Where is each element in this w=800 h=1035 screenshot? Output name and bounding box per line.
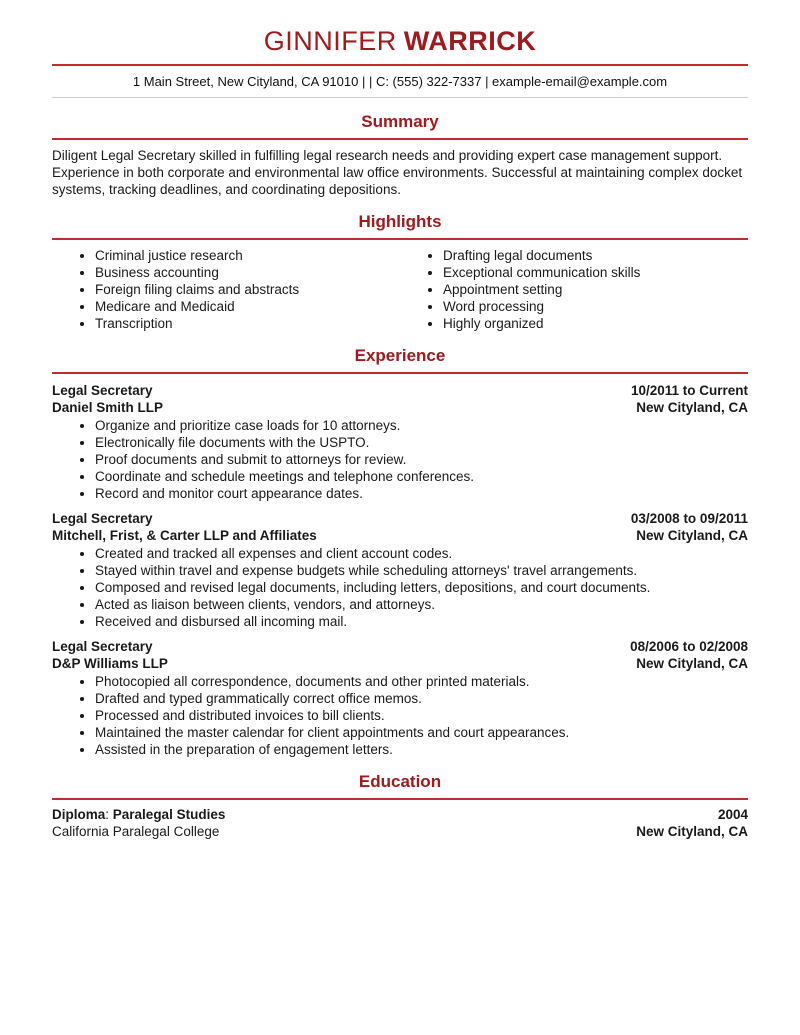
education-right (636, 806, 748, 840)
highlight-item: • Business accounting (95, 264, 400, 281)
education-section (52, 772, 748, 840)
job-title: Legal Secretary (52, 639, 153, 654)
job-dates: 08/2006 to 02/2008 (630, 639, 748, 654)
job-bullet: • Composed and revised legal documents, including letters, depositions, and court documents. (95, 579, 748, 596)
contact-line: 1 Main Street, New Cityland, CA 91010 | | C: (555) 322-7337 | example-email@example.com (132, 74, 668, 89)
job-company-row (52, 527, 748, 544)
highlights-rule (52, 238, 748, 240)
highlight-item: • Drafting legal documents (443, 247, 748, 264)
job-company-row (52, 655, 748, 672)
job-bullet: • Stayed within travel and expense budgets while scheduling attorneys' travel arrangements. (95, 562, 748, 579)
highlight-item: • Transcription (95, 315, 400, 332)
job-entry (52, 638, 748, 758)
job-bullet-list (52, 545, 748, 630)
experience-rule (52, 372, 748, 374)
experience-section (52, 346, 748, 758)
job-title-row (52, 638, 748, 655)
education-location: New Cityland, CA (636, 824, 748, 839)
job-bullet: • Created and tracked all expenses and client account codes. (95, 545, 748, 562)
job-entry (52, 382, 748, 502)
job-dates: 03/2008 to 09/2011 (630, 511, 748, 526)
job-bullet-list (52, 673, 748, 758)
job-bullet: • Received and disbursed all incoming mail. (95, 613, 748, 630)
job-title-row (52, 510, 748, 527)
job-bullet: • Processed and distributed invoices to bill clients. (95, 707, 748, 724)
job-bullet: • Coordinate and schedule meetings and telephone conferences. (95, 468, 748, 485)
highlight-item: • Appointment setting (443, 281, 748, 298)
degree-name: Paralegal Studies (112, 807, 226, 822)
candidate-first-name: GINNIFER (263, 26, 397, 56)
experience-title: Experience (354, 346, 446, 365)
job-title-row (52, 382, 748, 399)
highlights-right-list (400, 247, 748, 332)
summary-rule (52, 138, 748, 140)
highlight-item: • Word processing (443, 298, 748, 315)
education-degree (52, 806, 225, 823)
job-title: Legal Secretary (52, 383, 153, 398)
education-entry (52, 806, 748, 840)
highlights-columns (52, 247, 748, 332)
job-bullet-list (52, 417, 748, 502)
resume-header (52, 24, 748, 98)
job-bullet: • Proof documents and submit to attorneys for review. (95, 451, 748, 468)
highlight-item: • Medicare and Medicaid (95, 298, 400, 315)
job-bullet: • Record and monitor court appearance dates. (95, 485, 748, 502)
job-bullet: • Electronically file documents with the USPTO. (95, 434, 748, 451)
job-location: New Cityland, CA (636, 656, 748, 671)
candidate-name (52, 24, 748, 58)
highlight-item: • Highly organized (443, 315, 748, 332)
highlights-left-list (52, 247, 400, 332)
education-rule (52, 798, 748, 800)
job-dates: 10/2011 to Current (630, 383, 748, 398)
summary-text: Diligent Legal Secretary skilled in fulfilling legal research needs and providing expert case management support. Experience in both corporate and environmental law office environments. Successful at maintaining complex docket systems, tracking deadlines, and coordinating depositions. (52, 148, 743, 197)
summary-title: Summary (361, 112, 439, 131)
highlight-item: • Criminal justice research (95, 247, 400, 264)
job-bullet: • Drafted and typed grammatically correct office memos. (95, 690, 748, 707)
education-left (52, 806, 225, 840)
job-company: D&P Williams LLP (52, 656, 168, 671)
job-company: Mitchell, Frist, & Carter LLP and Affiliates (52, 528, 317, 543)
contact-divider (52, 97, 748, 98)
job-bullet: • Acted as liaison between clients, vendors, and attorneys. (95, 596, 748, 613)
candidate-last-name: WARRICK (403, 26, 537, 56)
job-location: New Cityland, CA (636, 528, 748, 543)
job-title: Legal Secretary (52, 511, 153, 526)
highlights-section (52, 212, 748, 332)
job-entry (52, 510, 748, 630)
degree-label: Diploma (52, 807, 106, 822)
highlights-title: Highlights (358, 212, 442, 231)
job-bullet: • Assisted in the preparation of engagement letters. (95, 741, 748, 758)
education-school: California Paralegal College (52, 824, 220, 839)
job-bullet: • Organize and prioritize case loads for 10 attorneys. (95, 417, 748, 434)
job-location: New Cityland, CA (636, 400, 748, 415)
summary-section (52, 112, 748, 198)
education-year: 2004 (717, 807, 748, 822)
job-company-row (52, 399, 748, 416)
degree-separator: : (105, 807, 113, 822)
header-rule (52, 64, 748, 66)
job-company: Daniel Smith LLP (52, 400, 164, 415)
job-bullet: • Photocopied all correspondence, documents and other printed materials. (95, 673, 748, 690)
education-title: Education (358, 772, 442, 791)
highlight-item: • Exceptional communication skills (443, 264, 748, 281)
highlight-item: • Foreign filing claims and abstracts (95, 281, 400, 298)
job-bullet: • Maintained the master calendar for client appointments and court appearances. (95, 724, 748, 741)
